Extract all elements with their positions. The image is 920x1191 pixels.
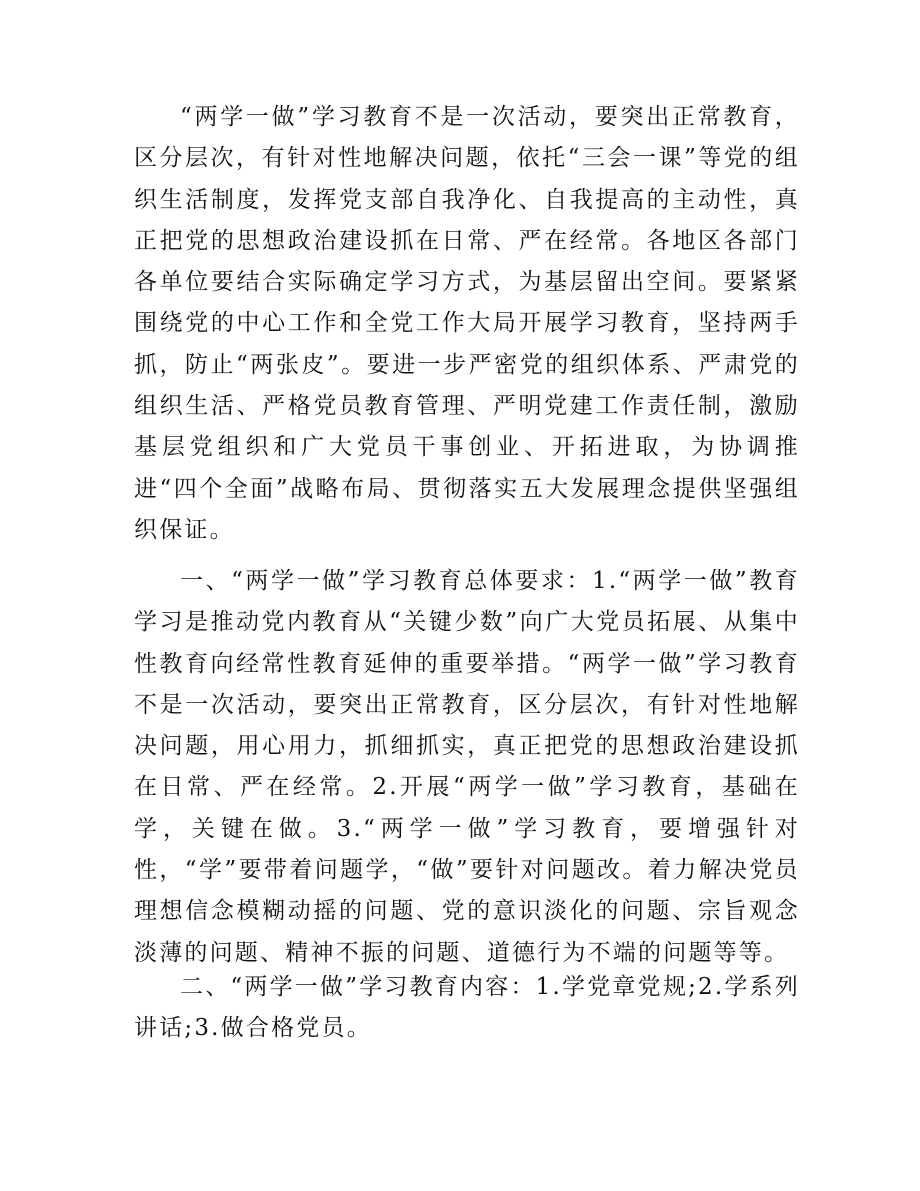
paragraph-intro: “两学一做”学习教育不是一次活动，要突出正常教育，区分层次，有针对性地解决问题，依托“三会一课”等党的组织生活制度，发挥党支部自我净化、自我提高的主动性，真正把党的思想政治建设抓在日常、严在经常。各地区各部门各单位要结合实际确定学习方式，为基层留出空间。要紧紧围绕党的中心工作和全党工作大局开展学习教育，坚持两手抓，防止“两张皮”。要进一步严密党的组织体系、严肃党的组织生活、严格党员教育管理、严明党建工作责任制，激励基层党组织和广大党员干事创业、开拓进取，为协调推进“四个全面”战略布局、贯彻落实五大发展理念提供坚强组织保证。 bbox=[134, 104, 800, 543]
paragraph-general-requirements: 一、“两学一做”学习教育总体要求：1.“两学一做”教育学习是推动党内教育从“关键少数”向广大党员拓展、从集中性教育向经常性教育延伸的重要举措。“两学一做”学习教育不是一次活动，要突出正常教育，区分层次，有针对性地解决问题，用心用力，抓细抓实，真正把党的思想政治建设抓在日常、严在经常。2.开展“两学一做”学习教育，基础在学，关键在做。3.“两学一做”学习教育，要增强针对性，“学”要带着问题学，“做”要针对问题改。着力解决党员理想信念模糊动摇的问题、党的意识淡化的问题、宗旨观念淡薄的问题、精神不振的问题、道德行为不端的问题等等。 bbox=[134, 568, 800, 966]
paragraph-content: 二、“两学一做”学习教育内容：1.学党章党规;2.学系列讲话;3.做合格党员。 bbox=[134, 974, 800, 1042]
